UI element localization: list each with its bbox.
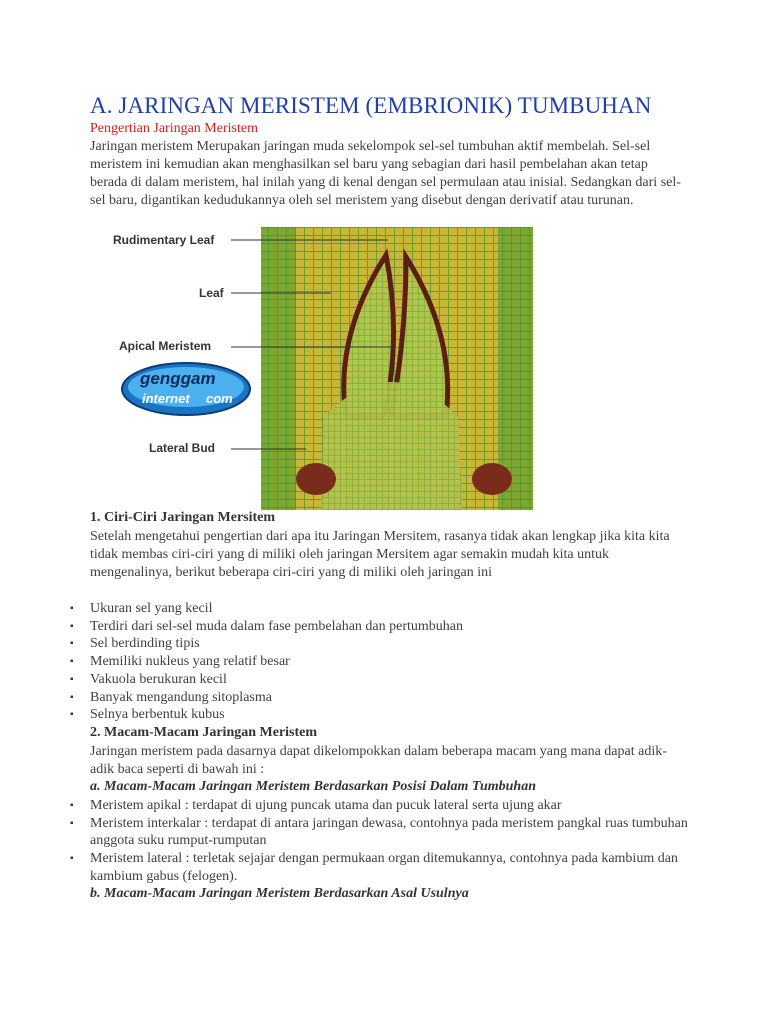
label-leaf: Leaf xyxy=(199,286,224,300)
bullet-icon: ▪ xyxy=(70,709,74,721)
bullet-icon: ▪ xyxy=(70,603,74,614)
bullet-icon: ▪ xyxy=(70,673,74,685)
label-apical-meristem: Apical Meristem xyxy=(119,339,212,353)
list-item: ▪ Meristem interkalar : terdapat di antara jaringan dewasa, contohnya pada meristem pangkal ruas tumbuhan anggota suku rumput-rumputan xyxy=(70,815,688,849)
intro-paragraph: Jaringan meristem Merupakan jaringan muda sekelompok sel-sel tumbuhan aktif membelah. Sel-sel meristem ini kemudian akan menghasilkan sel baru yang sebagian dari hasil pembelahan akan tetap berada di dalam meristem, hal inilah yang di kenal dengan sel permulaan atau inisial. Sedangkan dari sel-sel baru, digantikan kedudukannya oleh sel meristem yang disebut dengan derivatif atau turunan. xyxy=(90,139,681,208)
list-item: ▪ Meristem apikal : terdapat di ujung puncak utama dan pucuk lateral serta ujung akar xyxy=(70,798,562,813)
label-rudimentary-leaf: Rudimentary Leaf xyxy=(113,233,215,247)
bullet-icon: ▪ xyxy=(70,620,74,632)
macam-subheading-b: b. Macam-Macam Jaringan Meristem Berdasarkan Asal Usulnya xyxy=(90,886,469,901)
macam-heading: 2. Macam-Macam Jaringan Meristem xyxy=(90,725,318,740)
ciri-list xyxy=(70,600,690,724)
list-item: ▪ Memiliki nukleus yang relatif besar xyxy=(70,654,290,670)
list-item: ▪ Sel berdinding tipis xyxy=(70,636,200,652)
list-item: ▪ Terdiri dari sel-sel muda dalam fase pembelahan dan pertumbuhan xyxy=(70,618,463,634)
bullet-icon: ▪ xyxy=(70,656,74,668)
plant-tissue-micrograph xyxy=(106,227,626,510)
ciri-heading: 1. Ciri-Ciri Jaringan Mersitem xyxy=(90,510,276,525)
section-subtitle: Pengertian Jaringan Meristem xyxy=(90,121,258,136)
list-item: ▪ Banyak mengandung sitoplasma xyxy=(70,689,272,705)
bullet-icon: ▪ xyxy=(70,817,74,829)
macam-list xyxy=(70,797,690,886)
bullet-icon: ▪ xyxy=(70,691,74,703)
bullet-icon: ▪ xyxy=(70,638,74,650)
ciri-paragraph: Setelah mengetahui pengertian dari apa itu Jaringan Mersitem, rasanya tidak akan lengkap jika kita kita tidak membas ciri-ciri yang di miliki oleh jaringan Mersitem agar semakin mudah kita untuk mengenalinya, berikut beberapa ciri-ciri yang di miliki oleh jaringan ini xyxy=(90,529,670,580)
label-lateral-bud: Lateral Bud xyxy=(149,441,216,455)
meristem-figure xyxy=(106,227,626,510)
page-title: A. JARINGAN MERISTEM (EMBRIONIK) TUMBUHAN xyxy=(90,93,652,118)
macam-paragraph: Jaringan meristem pada dasarnya dapat dikelompokkan dalam beberapa macam yang mana dapat adik-adik baca seperti di bawah ini : xyxy=(90,744,667,777)
list-item: ▪ Meristem lateral : terletak sejajar dengan permukaan organ ditemukannya, contohnya pada kambium dan kambium gabus (felogen). xyxy=(70,851,678,884)
list-item: ▪ Selnya berbentuk kubus xyxy=(70,707,225,723)
watermark-logo xyxy=(122,363,250,415)
bullet-icon: ▪ xyxy=(70,853,74,865)
watermark-text-1: genggam xyxy=(140,369,216,388)
list-item: ▪ Vakuola berukuran kecil xyxy=(70,671,227,687)
list-item: ▪ Ukuran sel yang kecil xyxy=(70,601,213,616)
bullet-icon: ▪ xyxy=(70,800,74,811)
macam-subheading-a: a. Macam-Macam Jaringan Meristem Berdasarkan Posisi Dalam Tumbuhan xyxy=(90,779,536,794)
watermark-text-3: com xyxy=(206,391,233,406)
watermark-text-2: internet xyxy=(142,391,190,406)
